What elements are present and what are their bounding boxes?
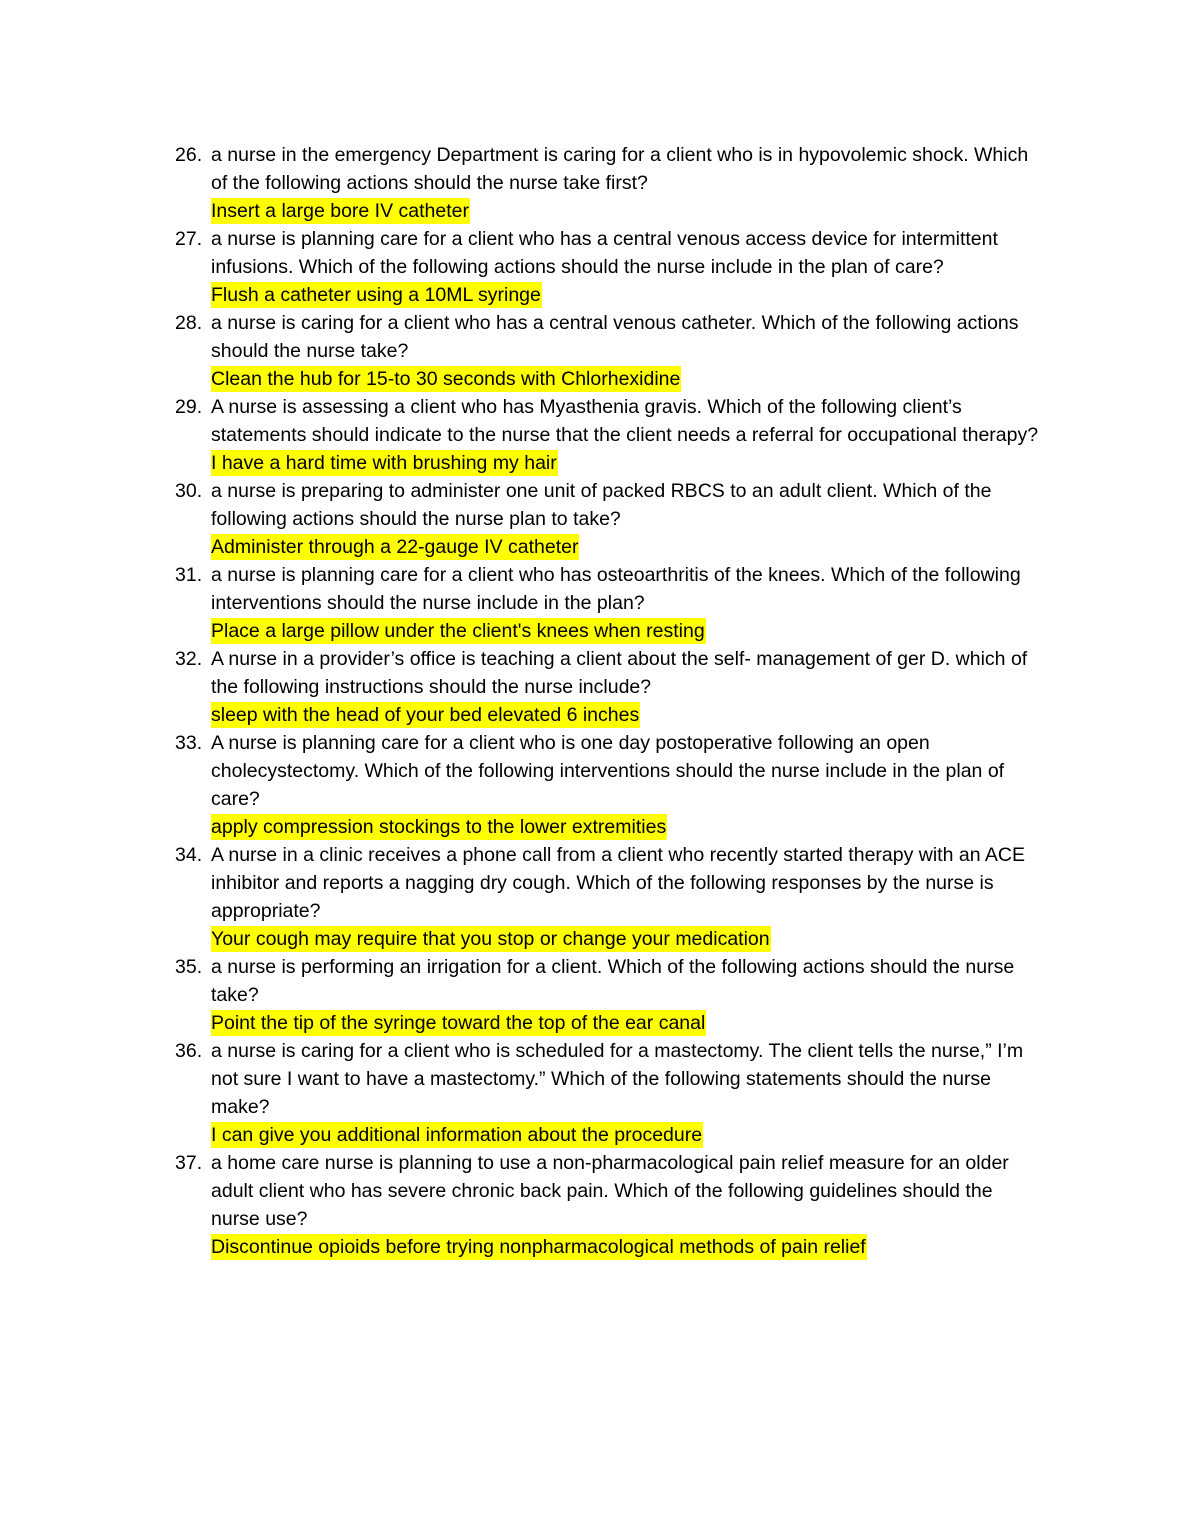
highlighted-answer: sleep with the head of your bed elevated 6 inches (211, 704, 640, 726)
answer-line (211, 1009, 1044, 1037)
highlighted-answer: Flush a catheter using a 10ML syringe (211, 284, 541, 306)
answer-line (211, 449, 1044, 477)
highlighted-answer: apply compression stockings to the lower extremities (211, 816, 667, 838)
question-body (211, 645, 1044, 729)
question-body (211, 477, 1044, 561)
highlighted-answer: Point the tip of the syringe toward the top of the ear canal (211, 1012, 706, 1034)
question-item-32 (175, 645, 1050, 729)
question-number: 29. (175, 396, 203, 418)
question-item-31 (175, 561, 1050, 645)
question-text: a nurse is planning care for a client who has a central venous access device for intermittent infusions. Which of the following actions should the nurse include in the plan of care? (211, 228, 998, 278)
question-body (211, 729, 1044, 841)
question-body (211, 309, 1044, 393)
highlighted-answer: Administer through a 22-gauge IV catheter (211, 536, 579, 558)
question-body (211, 561, 1044, 645)
answer-line (211, 617, 1044, 645)
question-number: 34. (175, 844, 203, 866)
question-text: A nurse in a clinic receives a phone call from a client who recently started therapy with an ACE inhibitor and reports a nagging dry cough. Which of the following responses by the nurse is appropriate? (211, 844, 1025, 922)
question-number: 33. (175, 732, 203, 754)
answer-line (211, 925, 1044, 953)
question-number: 27. (175, 228, 203, 250)
question-item-37 (175, 1149, 1050, 1261)
question-body (211, 393, 1044, 477)
question-text: a home care nurse is planning to use a non-pharmacological pain relief measure for an older adult client who has severe chronic back pain. Which of the following guidelines should the nurse use? (211, 1152, 1009, 1230)
question-item-36 (175, 1037, 1050, 1149)
question-item-34 (175, 841, 1050, 953)
question-number: 35. (175, 956, 203, 978)
question-text: a nurse is caring for a client who is scheduled for a mastectomy. The client tells the nurse,” I’m not sure I want to have a mastectomy.” Which of the following statements should the nurse make? (211, 1040, 1024, 1118)
question-text: a nurse is preparing to administer one unit of packed RBCS to an adult client. Which of the following actions should the nurse plan to take? (211, 480, 992, 530)
highlighted-answer: Insert a large bore IV catheter (211, 200, 469, 222)
question-number: 36. (175, 1040, 203, 1062)
highlighted-answer: Your cough may require that you stop or change your medication (211, 928, 770, 950)
question-item-27 (175, 225, 1050, 309)
answer-line (211, 1233, 1044, 1261)
question-item-35 (175, 953, 1050, 1037)
highlighted-answer: I can give you additional information about the procedure (211, 1124, 703, 1146)
highlighted-answer: I have a hard time with brushing my hair (211, 452, 557, 474)
question-item-26 (175, 141, 1050, 225)
answer-line (211, 1121, 1044, 1149)
question-body (211, 141, 1044, 225)
highlighted-answer: Discontinue opioids before trying nonpharmacological methods of pain relief (211, 1236, 866, 1258)
question-text: a nurse in the emergency Department is caring for a client who is in hypovolemic shock. Which of the following actions should the nurse take first? (211, 144, 1029, 194)
answer-line (211, 533, 1044, 561)
question-item-30 (175, 477, 1050, 561)
highlighted-answer: Clean the hub for 15-to 30 seconds with Chlorhexidine (211, 368, 681, 390)
answer-line (211, 365, 1044, 393)
question-number: 31. (175, 564, 203, 586)
question-number: 32. (175, 648, 203, 670)
question-number: 30. (175, 480, 203, 502)
question-number: 37. (175, 1152, 203, 1174)
question-body (211, 225, 1044, 309)
question-body (211, 953, 1044, 1037)
answer-line (211, 813, 1044, 841)
question-body (211, 1149, 1044, 1261)
question-text: A nurse in a provider’s office is teaching a client about the self- management of ger D. which of the following instructions should the nurse include? (211, 648, 1028, 698)
answer-line (211, 281, 1044, 309)
question-number: 26. (175, 144, 203, 166)
question-text: a nurse is performing an irrigation for a client. Which of the following actions should the nurse take? (211, 956, 1015, 1006)
question-body (211, 841, 1044, 953)
question-text: A nurse is planning care for a client who is one day postoperative following an open cholecystectomy. Which of the following interventions should the nurse include in the plan of care? (211, 732, 1005, 810)
question-number: 28. (175, 312, 203, 334)
question-text: A nurse is assessing a client who has Myasthenia gravis. Which of the following client’s statements should indicate to the nurse that the client needs a referral for occupational therapy? (211, 396, 1039, 446)
question-item-28 (175, 309, 1050, 393)
question-body (211, 1037, 1044, 1149)
answer-line (211, 197, 1044, 225)
question-text: a nurse is planning care for a client who has osteoarthritis of the knees. Which of the following interventions should the nurse include in the plan? (211, 564, 1021, 614)
question-text: a nurse is caring for a client who has a central venous catheter. Which of the following actions should the nurse take? (211, 312, 1019, 362)
answer-line (211, 701, 1044, 729)
question-item-33 (175, 729, 1050, 841)
highlighted-answer: Place a large pillow under the client's knees when resting (211, 620, 705, 642)
question-item-29 (175, 393, 1050, 477)
